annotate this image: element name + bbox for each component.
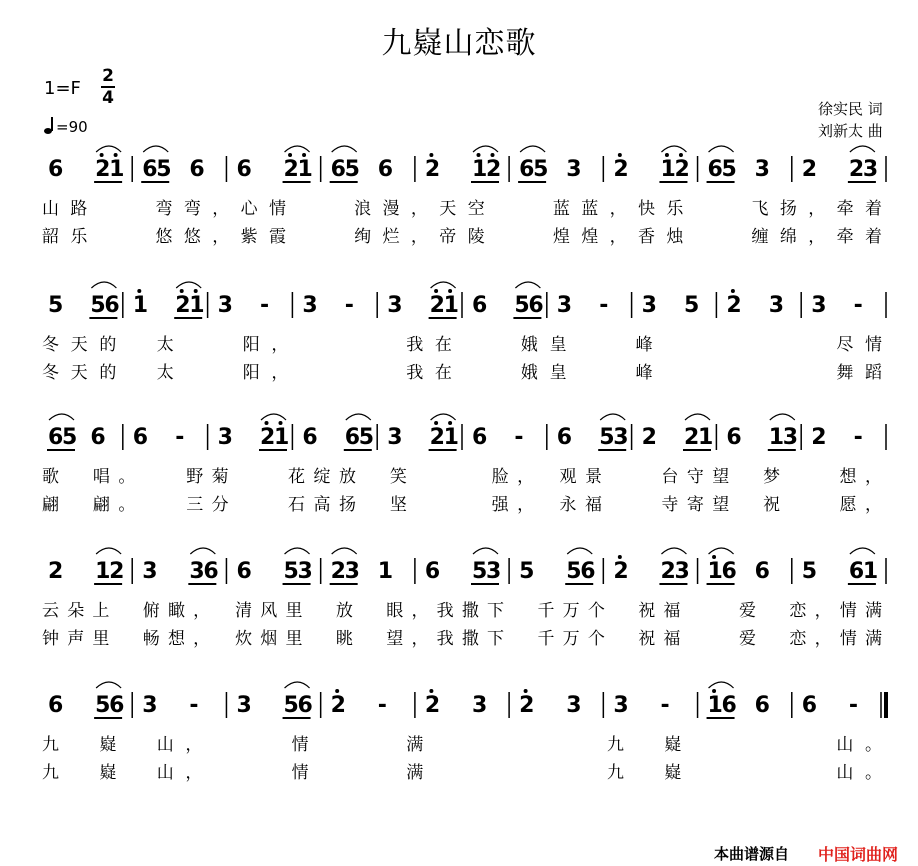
note-digit: 6 — [472, 293, 488, 318]
note-digit: 6 — [721, 559, 737, 584]
note-digit: 3 — [674, 559, 690, 584]
note-digit: 3 — [236, 693, 252, 718]
note-digit: 5 — [533, 157, 549, 182]
note-digit: 3 — [297, 559, 313, 584]
slur-arc — [850, 146, 875, 152]
note-digit: 6 — [203, 559, 219, 584]
key-signature: 1=F — [44, 78, 81, 99]
octave-dot — [194, 289, 198, 293]
slur-arc — [49, 414, 74, 420]
note-digit: 1 — [660, 157, 676, 182]
note-digit: 3 — [472, 693, 488, 718]
note-digit: 6 — [344, 425, 361, 450]
note-digit: 6 — [556, 425, 573, 450]
note-digit: - — [848, 693, 859, 718]
note-digit: 6 — [302, 425, 318, 450]
note-digit: 3 — [387, 293, 403, 318]
note-digit: 2 — [109, 559, 125, 584]
octave-dot — [100, 153, 104, 157]
slur-arc — [709, 548, 734, 554]
note-digit: 6 — [142, 157, 158, 182]
note-digit: 2 — [429, 425, 445, 450]
note-digit: 2 — [175, 293, 191, 318]
octave-dot — [731, 289, 735, 293]
composer-credit: 刘新太 曲 — [818, 122, 883, 140]
note-digit: - — [189, 693, 199, 718]
lyric-line: 冬天的 太 阳， 我在 娥皇 峰 尽情 — [42, 335, 882, 355]
note-digit: 6 — [48, 157, 64, 182]
note-digit: 2 — [613, 559, 629, 584]
note-digit: 5 — [283, 693, 299, 718]
note-digit: 5 — [90, 293, 106, 318]
lyric-line: 韶乐 悠悠，紫霞 绚烂，帝陵 煌煌，香烛 缠绵，牵着 — [42, 227, 882, 247]
score-row — [42, 548, 886, 649]
octave-dot — [618, 153, 622, 157]
note-digit: - — [599, 293, 609, 318]
time-signature-top: 2 — [102, 66, 114, 86]
note-digit: 1 — [698, 425, 714, 450]
note-digit: 5 — [472, 559, 488, 584]
note-digit: 6 — [132, 425, 149, 450]
note-digit: - — [514, 425, 524, 450]
slur-arc — [332, 548, 357, 554]
slur-arc — [709, 146, 734, 152]
octave-dot — [279, 421, 283, 425]
octave-dot — [180, 289, 184, 293]
note-digit: 6 — [236, 559, 252, 584]
slur-arc — [346, 414, 371, 420]
note-digit: 5 — [62, 425, 78, 450]
octave-dot — [429, 153, 433, 157]
note-digit: 2 — [641, 425, 657, 450]
note-digit: 3 — [566, 693, 582, 718]
slur-arc — [520, 146, 545, 152]
note-digit: 2 — [424, 693, 441, 718]
lyric-line: 翩 翩。 三分 石高扬 坚 强， 永福 寺寄望 祝 愿， — [42, 495, 882, 515]
octave-dot — [679, 153, 683, 157]
note-digit: 5 — [48, 293, 64, 318]
note-digit: 6 — [189, 157, 205, 182]
lyric-line: 冬天的 太 阳， 我在 娥皇 峰 舞蹈 — [42, 363, 882, 383]
note-digit: - — [660, 693, 670, 718]
note-digit: 3 — [613, 693, 629, 718]
octave-dot — [429, 689, 433, 693]
note-digit: 3 — [862, 157, 879, 182]
note-digit: 3 — [754, 157, 770, 182]
slur-arc — [661, 146, 686, 152]
slur-arc — [96, 682, 121, 688]
note-digit: 2 — [519, 693, 535, 718]
note-digit: 6 — [377, 157, 394, 182]
octave-dot — [712, 555, 716, 559]
note-digit: 2 — [801, 157, 818, 182]
slur-arc — [600, 414, 625, 420]
note-digit: 2 — [424, 157, 441, 182]
lyric-line: 九 嶷 山， 情 满 九 嶷 山。 — [42, 735, 882, 755]
note-digit: - — [260, 293, 270, 318]
note-digit: 6 — [472, 425, 488, 450]
octave-dot — [477, 153, 481, 157]
note-digit: 5 — [514, 293, 530, 318]
lyric-line: 山路 弯弯，心情 浪漫，天空 蓝蓝，快乐 飞扬，牵着 — [42, 199, 882, 219]
note-digit: 3 — [189, 559, 205, 584]
note-digit: 5 — [358, 425, 375, 450]
note-digit: 2 — [660, 559, 676, 584]
note-digit: 6 — [109, 693, 125, 718]
note-digit: 2 — [48, 559, 64, 584]
octave-dot — [665, 153, 669, 157]
note-digit: 2 — [260, 425, 276, 450]
note-digit: 2 — [330, 559, 346, 584]
note-digit: 5 — [599, 425, 615, 450]
note-digit: - — [853, 425, 863, 450]
note-digit: 1 — [109, 157, 125, 182]
slur-arc — [431, 282, 456, 288]
note-digit: 6 — [726, 425, 742, 450]
note-digit: 3 — [486, 559, 502, 584]
octave-dot — [114, 153, 118, 157]
note-digit: 1 — [707, 559, 723, 584]
note-digit: 1 — [189, 293, 205, 318]
note-digit: 1 — [768, 425, 785, 450]
slur-arc — [473, 146, 498, 152]
lyric-line: 九 嶷 山， 情 满 九 嶷 山。 — [42, 763, 882, 783]
score-row — [42, 414, 886, 515]
note-digit: 1 — [377, 559, 394, 584]
note-digit: 2 — [95, 157, 111, 182]
octave-dot — [265, 421, 269, 425]
note-digit: 1 — [443, 293, 459, 318]
octave-dot — [434, 289, 438, 293]
time-signature-bottom: 4 — [102, 88, 114, 108]
note-digit: 3 — [217, 425, 233, 450]
slur-arc — [190, 548, 215, 554]
note-digit: - — [175, 425, 185, 450]
score-row — [42, 682, 886, 783]
slur-arc — [176, 282, 201, 288]
note-digit: 6 — [707, 157, 723, 182]
octave-dot — [288, 153, 292, 157]
note-digit: 6 — [519, 157, 535, 182]
source-label: 本曲谱源自 — [714, 845, 790, 863]
note-digit: 5 — [566, 559, 582, 584]
octave-dot — [137, 289, 141, 293]
note-digit: 2 — [429, 293, 445, 318]
score-row — [42, 146, 886, 247]
slur-arc — [567, 548, 592, 554]
note-digit: 3 — [302, 293, 318, 318]
octave-dot — [491, 153, 495, 157]
slur-arc — [661, 548, 686, 554]
note-digit: 6 — [297, 693, 313, 718]
note-digit: 6 — [330, 157, 346, 182]
note-digit: 1 — [132, 293, 149, 318]
note-digit: 2 — [684, 425, 700, 450]
slur-arc — [431, 414, 456, 420]
note-digit: 5 — [156, 157, 172, 182]
note-digit: 6 — [236, 157, 252, 182]
song-title: 九嶷山恋歌 — [381, 26, 537, 61]
lyricist-credit: 徐实民 词 — [818, 100, 883, 118]
note-digit: 3 — [387, 425, 403, 450]
note-digit: 5 — [344, 157, 360, 182]
note-digit: 2 — [726, 293, 742, 318]
slur-arc — [285, 146, 310, 152]
octave-dot — [335, 689, 339, 693]
note-digit: 6 — [424, 559, 441, 584]
slur-arc — [332, 146, 357, 152]
note-digit: 6 — [48, 693, 64, 718]
note-digit: 3 — [641, 293, 657, 318]
note-digit: 6 — [801, 693, 818, 718]
watermark: 中国词曲网 — [818, 845, 899, 864]
slur-arc — [96, 146, 121, 152]
slur-arc — [285, 682, 310, 688]
note-digit: - — [377, 693, 387, 718]
note-digit: 6 — [754, 559, 770, 584]
note-digit: 2 — [811, 425, 827, 450]
note-digit: 6 — [528, 293, 544, 318]
note-digit: 2 — [848, 157, 865, 182]
lyric-line: 歌 唱。 野菊 花绽放 笑 脸， 观景 台守望 梦 想， — [42, 467, 882, 487]
slur-arc — [709, 682, 734, 688]
note-digit: 1 — [707, 693, 723, 718]
octave-dot — [448, 289, 452, 293]
note-digit: 6 — [754, 693, 770, 718]
note-digit: 5 — [283, 559, 299, 584]
note-digit: 6 — [90, 425, 106, 450]
note-digit: 5 — [684, 293, 700, 318]
note-digit: 3 — [142, 559, 158, 584]
slur-arc — [91, 282, 116, 288]
note-digit: 1 — [472, 157, 488, 182]
note-digit: 3 — [768, 293, 785, 318]
note-digit: 2 — [674, 157, 690, 182]
note-digit: 6 — [48, 425, 64, 450]
note-digit: - — [344, 293, 354, 318]
lyric-line: 钟声里 畅想， 炊烟里 眺 望，我撒下 千万个 祝福 爱 恋，情满 — [42, 629, 883, 649]
note-digit: 2 — [486, 157, 502, 182]
note-digit: 3 — [613, 425, 629, 450]
note-digit: 1 — [297, 157, 313, 182]
slur-arc — [850, 548, 875, 554]
note-digit: 6 — [848, 559, 865, 584]
slur-arc — [770, 414, 795, 420]
note-digit: 3 — [782, 425, 799, 450]
slur-arc — [143, 146, 168, 152]
note-digit: 3 — [142, 693, 158, 718]
note-digit: 2 — [613, 157, 629, 182]
note-digit: - — [853, 293, 863, 318]
octave-dot — [524, 689, 528, 693]
slur-arc — [96, 548, 121, 554]
octave-dot — [448, 421, 452, 425]
octave-dot — [712, 689, 716, 693]
lyric-line: 云朵上 俯瞰， 清风里 放 眼，我撒下 千万个 祝福 爱 恋，情满 — [42, 601, 883, 621]
note-digit: 1 — [443, 425, 459, 450]
note-digit: 1 — [862, 559, 879, 584]
note-digit: 3 — [566, 157, 582, 182]
note-digit: 5 — [95, 693, 111, 718]
slur-arc — [473, 548, 498, 554]
slur-arc — [261, 414, 286, 420]
octave-dot — [302, 153, 306, 157]
note-digit: 6 — [721, 693, 737, 718]
note-digit: 3 — [811, 293, 827, 318]
note-digit: 5 — [519, 559, 535, 584]
note-digit: 1 — [95, 559, 111, 584]
score-row — [42, 282, 886, 383]
octave-dot — [618, 555, 622, 559]
note-digit: 6 — [104, 293, 120, 318]
note-digit: 5 — [721, 157, 737, 182]
slur-arc — [285, 548, 310, 554]
note-digit: 2 — [283, 157, 299, 182]
note-digit: 2 — [330, 693, 346, 718]
note-digit: 6 — [580, 559, 596, 584]
note-digit: 3 — [556, 293, 573, 318]
note-digit: 5 — [801, 559, 818, 584]
note-digit: 1 — [274, 425, 290, 450]
slur-arc — [685, 414, 710, 420]
octave-dot — [434, 421, 438, 425]
tempo-value: =90 — [56, 118, 88, 136]
note-digit: 3 — [217, 293, 233, 318]
note-digit: 3 — [344, 559, 360, 584]
slur-arc — [515, 282, 540, 288]
